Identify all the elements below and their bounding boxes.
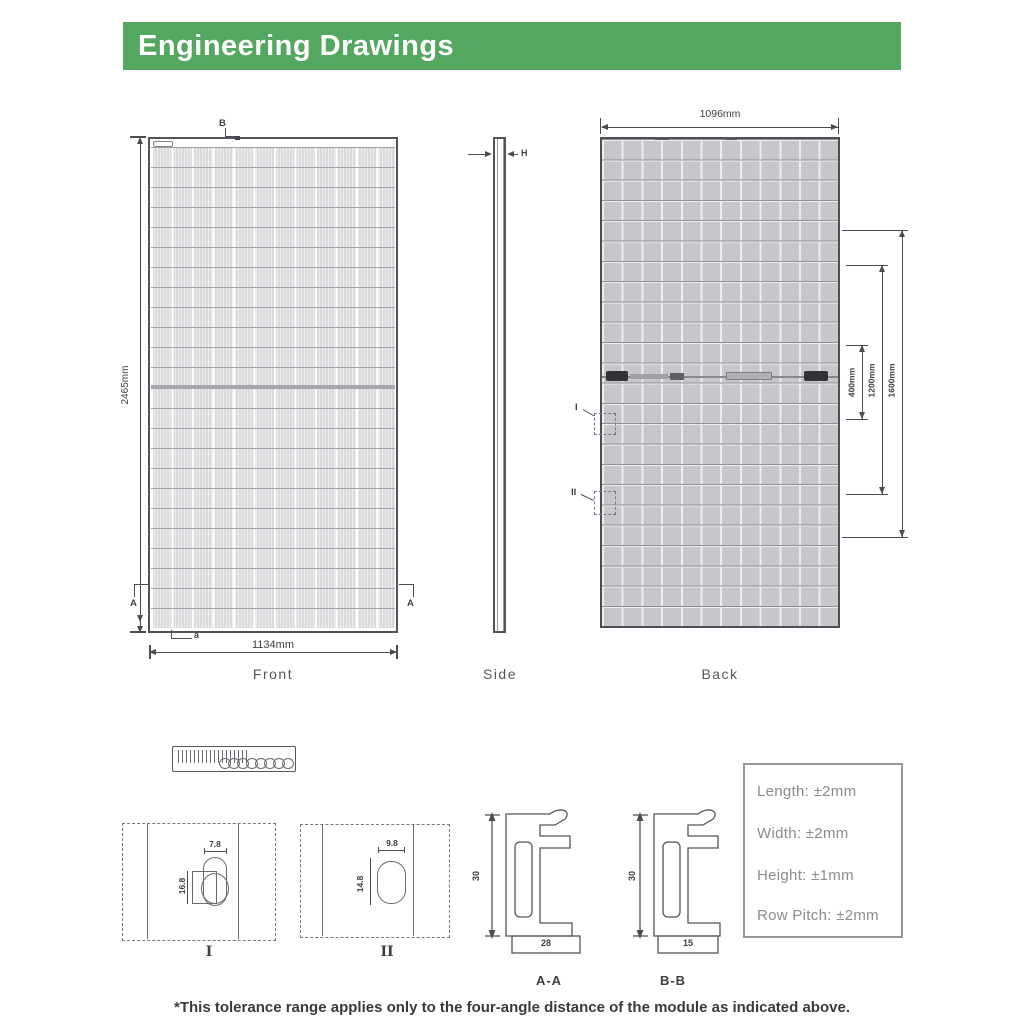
section-aa-height-label: 30 — [471, 871, 481, 882]
dim-line-1600 — [902, 230, 903, 537]
section-a-marker-left: A — [130, 598, 137, 609]
thickness-dim-label: H — [521, 148, 528, 158]
frame-edge-line — [238, 823, 239, 939]
dim-arrow — [859, 412, 865, 419]
tolerance-length: Length: ±2mm — [757, 783, 857, 800]
frame-edge-line — [147, 823, 148, 939]
dim-line-front-height — [140, 137, 141, 633]
frame-hollow-chamber — [515, 842, 532, 917]
front-cell-grid-lower — [151, 388, 395, 628]
extension-line — [842, 537, 908, 538]
frame-edge-line — [413, 824, 414, 936]
drain-holes — [219, 758, 294, 769]
leader-line — [583, 409, 595, 416]
tolerance-box — [743, 763, 903, 938]
dim-arrow — [601, 124, 608, 130]
frame-edge-strip-detail — [172, 746, 296, 772]
drain-hole-icon — [282, 758, 294, 769]
extension-line — [846, 494, 888, 495]
leader-line — [581, 494, 594, 501]
detail-i-caption: I — [205, 944, 213, 960]
section-b-marker: B — [219, 118, 226, 129]
front-width-dim-label: 1134mm — [252, 639, 294, 651]
dim-tick — [396, 645, 398, 659]
mount-dim-outer-label: 1600mm — [886, 363, 897, 398]
extension-line — [838, 118, 839, 134]
junction-box — [606, 371, 628, 381]
mount-dim-inner-label: 400mm — [846, 367, 857, 398]
tolerance-footnote: *This tolerance range applies only to the four-angle distance of the module as indicated above. — [174, 999, 850, 1016]
section-aa-base-label: 28 — [540, 938, 551, 948]
dim-line-1200 — [882, 265, 883, 494]
cable-segment — [630, 374, 668, 379]
frame-profile-outline — [506, 810, 572, 936]
section-cut-bracket — [134, 584, 149, 585]
detail-ii-zone — [594, 491, 616, 515]
detail-i-height-label: 16.8 — [177, 877, 187, 895]
back-view-panel — [600, 137, 840, 628]
frame-edge-line — [322, 824, 323, 936]
tolerance-width: Width: ±2mm — [757, 825, 849, 842]
dim-arrow — [899, 530, 905, 537]
dim-tick — [130, 631, 146, 633]
back-width-dim-label: 1096mm — [699, 108, 741, 120]
side-view-panel — [493, 137, 506, 633]
junction-box — [804, 371, 828, 381]
back-top-mark — [725, 137, 737, 140]
dim-arrow — [507, 151, 514, 157]
front-view-caption: Front — [252, 666, 294, 682]
front-view-panel — [148, 137, 398, 633]
dim-tick — [149, 645, 151, 659]
section-cut-bracket — [413, 584, 414, 597]
junction-box-center — [726, 372, 772, 380]
front-height-dim-label: 2465mm — [120, 365, 131, 405]
dim-arrow — [485, 151, 492, 157]
section-bb-base-label: 15 — [682, 938, 693, 948]
dim-arrow — [879, 487, 885, 494]
back-top-mark — [655, 137, 669, 140]
frame-profile-outline — [654, 810, 720, 936]
mount-hole-circle — [201, 873, 229, 904]
dim-tick — [130, 136, 146, 138]
dim-line-400 — [862, 345, 863, 419]
page-title: Engineering Drawings — [138, 30, 455, 62]
dim-line — [378, 850, 405, 851]
extension-line — [846, 419, 868, 420]
back-view-caption: Back — [701, 666, 739, 682]
side-view-caption: Side — [482, 666, 518, 682]
dim-line-back-width — [602, 127, 838, 128]
front-cell-grid-upper — [151, 147, 395, 385]
mount-dim-middle-label: 1200mm — [866, 363, 877, 398]
tolerance-height: Height: ±1mm — [757, 867, 854, 884]
leader-line — [225, 128, 226, 136]
section-b-cut-mark — [235, 136, 240, 140]
dim-arrow — [879, 265, 885, 272]
dim-line — [204, 851, 227, 852]
dim-arrow — [831, 124, 838, 130]
frame-hollow-chamber — [663, 842, 680, 917]
section-header-banner — [123, 22, 901, 70]
section-a-marker-right: A — [407, 598, 414, 609]
dim-line — [370, 858, 371, 905]
frame-callout-a: a — [194, 630, 200, 640]
detail-ii-callout: II — [571, 487, 577, 498]
detail-ii-height-label: 14.8 — [355, 875, 365, 893]
detail-i-zone — [594, 413, 616, 435]
mount-slot-pill — [377, 861, 406, 904]
dim-line-front-width — [150, 652, 398, 653]
detail-i-width-label: 7.8 — [209, 839, 221, 849]
section-bb-caption: B-B — [659, 973, 687, 988]
dim-arrow — [859, 345, 865, 352]
section-aa-caption: A-A — [535, 973, 563, 988]
detail-ii-caption: II — [380, 944, 394, 960]
cable-connector — [670, 373, 684, 380]
leader-line — [171, 638, 192, 639]
section-cut-bracket — [134, 584, 135, 597]
dim-arrow — [899, 230, 905, 237]
tolerance-row-pitch: Row Pitch: ±2mm — [757, 907, 879, 924]
detail-ii-width-label: 9.8 — [386, 838, 398, 848]
side-frame-wall — [497, 139, 504, 631]
detail-i-callout: I — [575, 402, 578, 413]
section-bb-height-label: 30 — [627, 871, 637, 882]
section-cut-arrow — [137, 615, 143, 622]
dim-arrow — [137, 137, 143, 144]
leader-line — [171, 630, 172, 638]
section-cut-bracket — [399, 584, 414, 585]
